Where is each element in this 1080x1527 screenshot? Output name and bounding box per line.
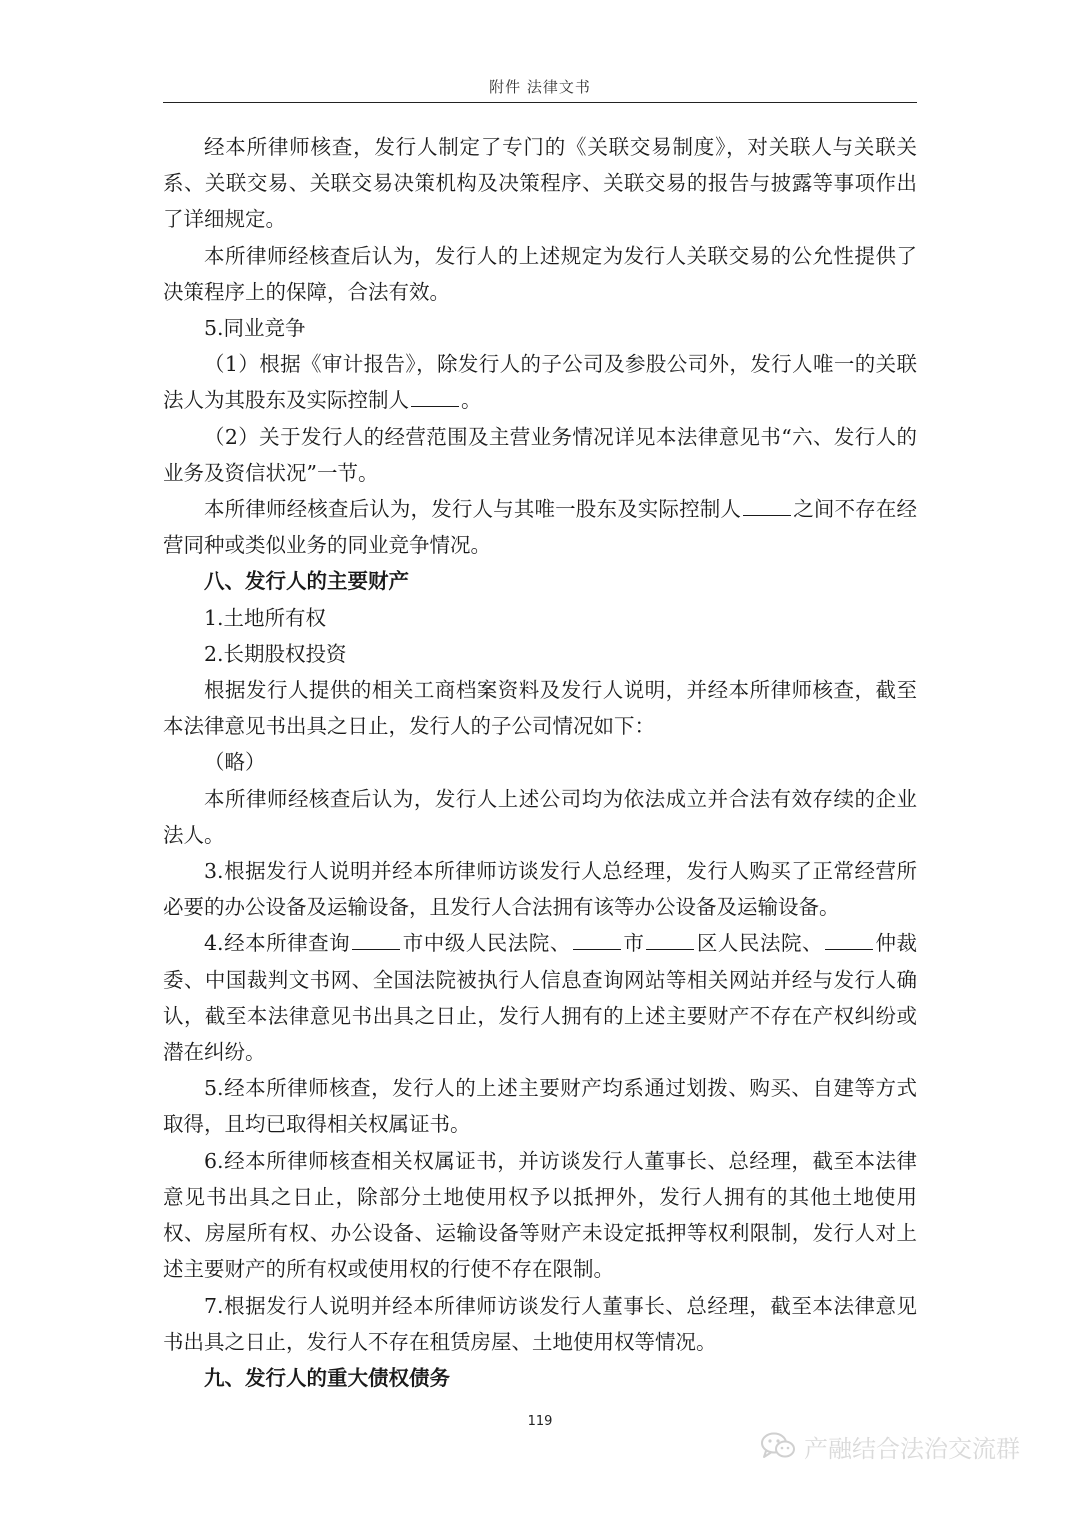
fill-in-blank: [743, 495, 791, 516]
paragraph-text: 市中级人民法院、: [402, 931, 571, 956]
subsection-heading: 1.土地所有权: [204, 605, 327, 630]
paragraph: （略）: [204, 750, 266, 775]
document-body: [163, 129, 917, 1396]
paragraph: 6.经本所律师核查相关权属证书，并访谈发行人董事长、总经理，截至本法律意见书出具之日止，除部分土地使用权予以抵押外，发行人拥有的其他土地使用权、房屋所有权、办公设备、运输设备等财产未设定抵押等权利限制，发行人对上述主要财产的所有权或使用权的行使不存在限制。: [163, 1148, 917, 1282]
fill-in-blank: [352, 929, 400, 950]
paragraph: 本所律师经核查后认为，发行人的上述规定为发行人关联交易的公允性提供了决策程序上的保障，合法有效。: [163, 243, 917, 304]
subsection-heading: 2.长期股权投资: [204, 641, 347, 666]
fill-in-blank: [646, 929, 694, 950]
fill-in-blank: [825, 929, 873, 950]
page-header: 附件 法律文书: [489, 78, 591, 96]
fill-in-blank: [411, 386, 459, 407]
paragraph: 5.经本所律师核查，发行人的上述主要财产均系通过划拨、购买、自建等方式取得，且均已取得相关权属证书。: [163, 1076, 917, 1137]
page-number: 119: [527, 1414, 553, 1429]
paragraph: [163, 491, 917, 563]
paragraph: 本所律师经核查后认为，发行人上述公司均为依法成立并合法有效存续的企业法人。: [163, 786, 917, 847]
wechat-icon: [760, 1431, 796, 1461]
section-heading: 八、发行人的主要财产: [204, 569, 409, 594]
paragraph: [163, 925, 917, 1070]
paragraph-text: 仲裁委、中国裁判文书网、全国法院被执行人信息查询网站等相关网站并经与发行人确认，截至本法律意见书出具之日止，发行人拥有的上述主要财产不存在产权纠纷或潜在纠纷。: [163, 931, 918, 1065]
header-divider: [163, 102, 917, 103]
section-heading: 九、发行人的重大债权债务: [204, 1365, 450, 1390]
watermark: [760, 1426, 1020, 1466]
paragraph-text: 区人民法院、: [696, 931, 824, 956]
paragraph-text: 市: [622, 931, 645, 956]
paragraph-text: 之间不存在经营同种或类似业务的同业竞争情况。: [163, 497, 917, 558]
paragraph: （2）关于发行人的经营范围及主营业务情况详见本法律意见书“六、发行人的业务及资信状况”一节。: [163, 424, 917, 485]
fill-in-blank: [573, 929, 621, 950]
paragraph-text: 本所律师经核查后认为，发行人与其唯一股东及实际控制人: [204, 497, 742, 522]
paragraph-text: 4.经本所律查询: [204, 931, 351, 956]
paragraph: 根据发行人提供的相关工商档案资料及发行人说明，并经本所律师核查，截至本法律意见书出具之日止，发行人的子公司情况如下：: [163, 678, 917, 739]
subsection-heading: 5.同业竞争: [204, 316, 306, 341]
paragraph: 经本所律师核查，发行人制定了专门的《关联交易制度》，对关联人与关联关系、关联交易、关联交易决策机构及决策程序、关联交易的报告与披露等事项作出了详细规定。: [163, 135, 917, 232]
watermark-text: 产融结合法治交流群: [804, 1434, 1020, 1463]
paragraph-text: （1）根据《审计报告》，除发行人的子公司及参股公司外，发行人唯一的关联法人为其股东及实际控制人: [163, 352, 917, 413]
paragraph: 3.根据发行人说明并经本所律师访谈发行人总经理，发行人购买了正常经营所必要的办公设备及运输设备，且发行人合法拥有该等办公设备及运输设备。: [163, 859, 917, 920]
paragraph-text: 。: [461, 388, 482, 413]
paragraph: 7.根据发行人说明并经本所律师访谈发行人董事长、总经理，截至本法律意见书出具之日止，发行人不存在租赁房屋、土地使用权等情况。: [163, 1293, 917, 1354]
paragraph: [163, 346, 917, 418]
